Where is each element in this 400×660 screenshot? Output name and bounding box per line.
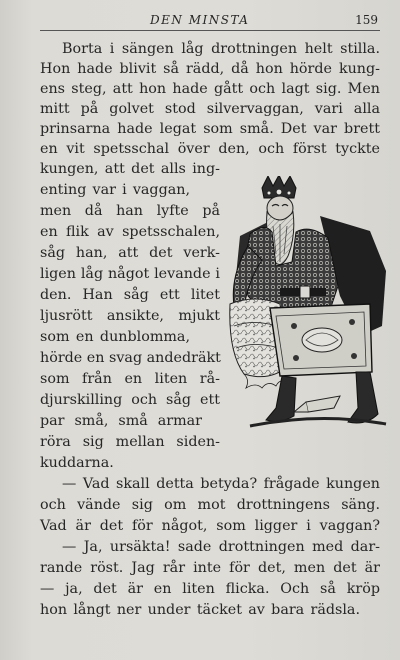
text-line: Vad är det för något, som ligger i vaggan? xyxy=(40,518,380,534)
text-line: enting var i vaggan, xyxy=(40,182,190,198)
text-line: hörde en svag andedräkt xyxy=(40,350,221,366)
text-line: par små, små armar xyxy=(40,413,202,429)
text-line: ljusrött ansikte, mjukt xyxy=(40,308,220,324)
king-at-cradle-illustration xyxy=(210,176,388,438)
text-line: såg han, att det verk- xyxy=(40,245,220,261)
text-line: ligen låg något levande i xyxy=(40,266,220,282)
running-title: DEN MINSTA xyxy=(150,13,250,27)
text-line: och vände sig om mot drottningens säng. xyxy=(40,497,380,513)
text-line: ens steg, att hon hade gått och lagt sig. Men xyxy=(40,81,380,97)
text-line: mitt på golvet stod silvervaggan, vari alla xyxy=(40,101,380,117)
text-line: kungen, att det alls ing- xyxy=(40,161,220,177)
text-line: som en dunblomma, xyxy=(40,329,190,345)
text-line: röra sig mellan siden- xyxy=(40,434,220,450)
text-line: men då han lyfte på xyxy=(40,203,220,219)
text-line: — Ja, ursäkta! sade drottningen med dar- xyxy=(62,539,380,555)
text-line: rande röst. Jag rår inte för det, men det är xyxy=(40,560,380,576)
text-line: den. Han såg ett litet xyxy=(40,287,220,303)
text-line: hon långt ner under täcket av bara rädsla. xyxy=(40,602,360,618)
text-line: en flik av spetsschalen, xyxy=(40,224,220,240)
text-line: Hon hade blivit så rädd, då hon hörde kung- xyxy=(40,61,380,77)
text-line: prinsarna hade legat som små. Det var brett xyxy=(40,121,380,137)
page-number: 159 xyxy=(355,13,378,27)
text-line: djurskilling och såg ett xyxy=(40,392,220,408)
text-line: — Vad skall detta betyda? frågade kungen xyxy=(62,476,380,492)
text-line: — ja, det är en liten flicka. Och så kröp xyxy=(40,581,380,597)
text-line: kuddarna. xyxy=(40,455,114,471)
text-line: en vit spetsschal över den, och först tyckte xyxy=(40,141,380,157)
text-line: som från en liten rå- xyxy=(40,371,220,387)
text-line: Borta i sängen låg drottningen helt stilla. xyxy=(62,41,380,57)
page-header xyxy=(40,10,380,31)
